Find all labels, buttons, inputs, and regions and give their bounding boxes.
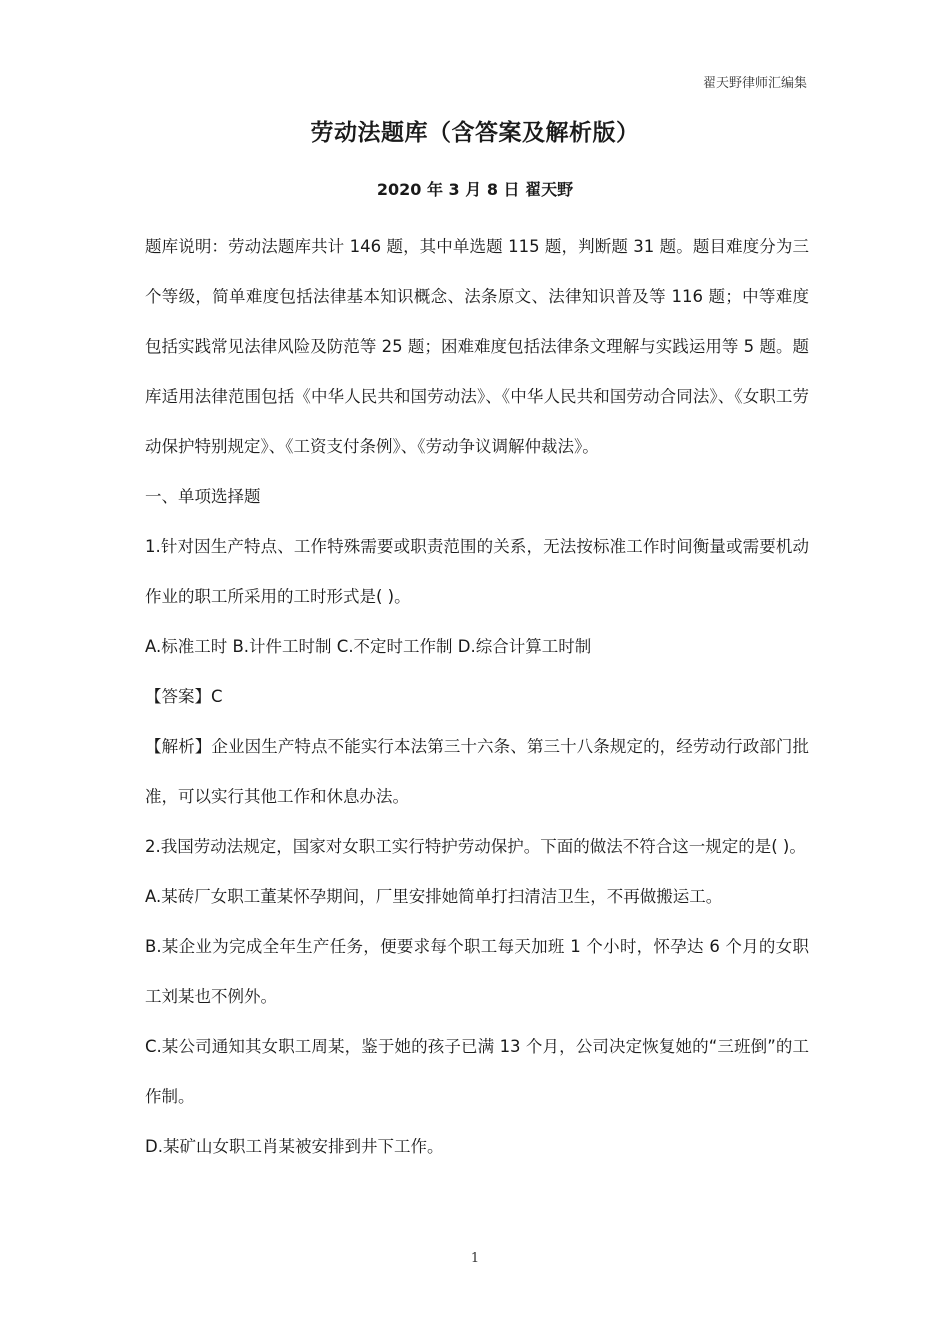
- document-body: [145, 222, 809, 1172]
- question-2-text: 2.我国劳动法规定，国家对女职工实行特护劳动保护。下面的做法不符合这一规定的是( )。: [145, 837, 806, 856]
- question-2-option-a: A.某砖厂女职工董某怀孕期间，厂里安排她简单打扫清洁卫生，不再做搬运工。: [145, 887, 723, 906]
- question-2-option-b: B.某企业为完成全年生产任务，便要求每个职工每天加班 1 个小时，怀孕达 6 个月的女职工刘某也不例外。: [145, 937, 809, 1006]
- question-1-answer: 【答案】C: [145, 687, 223, 706]
- header-note: 翟天野律师汇编集: [702, 76, 807, 91]
- question-2-option-d: D.某矿山女职工肖某被安排到井下工作。: [145, 1137, 444, 1156]
- question-2-option-c: C.某公司通知其女职工周某，鉴于她的孩子已满 13 个月，公司决定恢复她的“三班倒”的工作制。: [145, 1037, 809, 1106]
- document-title: 劳动法题库（含答案及解析版）: [310, 120, 640, 146]
- question-1-options: A.标准工时 B.计件工时制 C.不定时工作制 D.综合计算工时制: [145, 637, 592, 656]
- question-1-text: 1.针对因生产特点、工作特殊需要或职责范围的关系，无法按标准工作时间衡量或需要机动作业的职工所采用的工时形式是( )。: [145, 537, 809, 606]
- intro-paragraph: 题库说明：劳动法题库共计 146 题，其中单选题 115 题，判断题 31 题。题目难度分为三个等级，简单难度包括法律基本知识概念、法条原文、法律知识普及等 116 题；中等难度包括实践常见法律风险及防范等 25 题；困难难度包括法律条文理解与实践运用等 5 题。题库适用法律范围包括《中华人民共和国劳动法》、《中华人民共和国劳动合同法》、《女职工劳动保护特别规定》、《工资支付条例》、《劳动争议调解仲裁法》。: [145, 237, 809, 456]
- section-heading: 一、单项选择题: [145, 487, 261, 506]
- date-author: 2020 年 3 月 8 日 翟天野: [376, 180, 574, 199]
- page-number: 1: [470, 1251, 480, 1266]
- question-1-analysis: 【解析】企业因生产特点不能实行本法第三十六条、第三十八条规定的，经劳动行政部门批准，可以实行其他工作和休息办法。: [145, 737, 809, 806]
